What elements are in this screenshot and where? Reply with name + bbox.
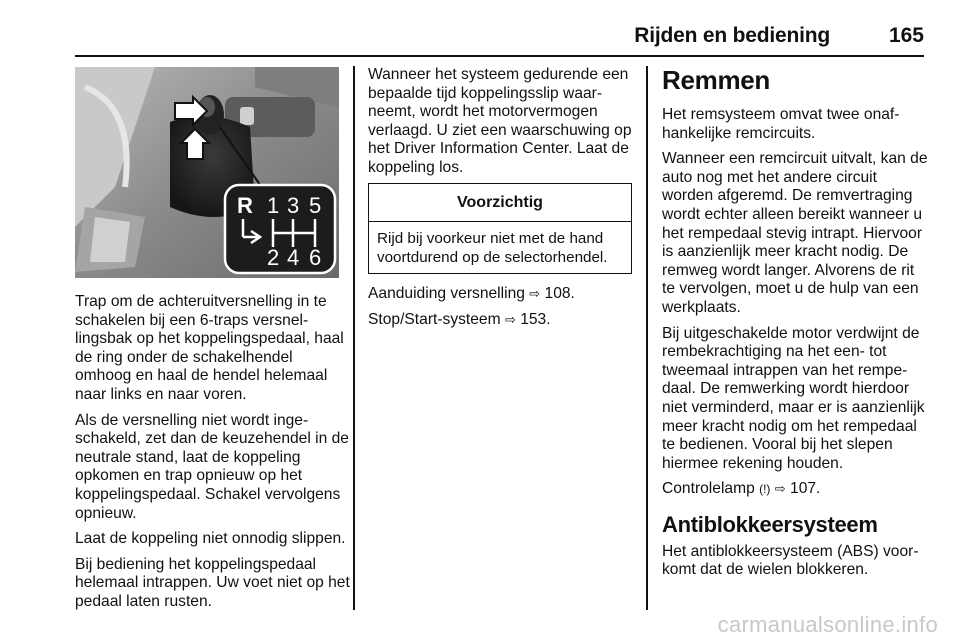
brake-circuit-failure-paragraph: Wanneer een remcircuit uitvalt, kan de auto nog met het andere circuit worden afgeremd. De remvertraging wordt echter alleen bereikt wanneer u het rempedaal stevig intrapt. Hiervoor is aanzienlijk meer kracht nodig. De remweg wordt langer. Alvorens de rit te vervolgen, moet u de hulp van een werkplaats. [662,150,928,316]
column-2 [368,66,638,185]
caution-body: Rijd bij voorkeur niet met de hand voortdurend op de selectorhendel. [377,230,608,266]
gear-indication-reference [368,285,638,304]
header-rule [75,55,924,57]
column-1 [75,293,350,619]
warning-lamp-page[interactable]: 107. [790,480,821,498]
engine-off-braking-paragraph: Bij uitgeschakelde motor verdwijnt de rembekrachtiging na het een- tot tweemaal intrappen van het rempedaal. De remwerking wordt hierdoor niet verminderd, maar er is aanzienlijk meer kracht nodig om het rempedaal te bedienen. Vooral bij het slepen hiermee rekening houden. [662,324,925,472]
page-ref-arrow-icon: ⇨ [529,286,541,301]
column-3 [662,66,928,587]
gear-label-3: 3 [287,193,300,218]
page-header-title: Rijden en bediening [634,24,830,47]
clutch-slip-paragraph: Laat de koppeling niet onnodig slippen. [75,530,346,548]
gear-indication-page[interactable]: 108. [544,285,575,302]
gear-label-4: 4 [287,245,300,270]
gear-shifter-illustration [75,67,339,278]
brake-warning-icon: (!) [759,482,771,497]
section-heading-abs: Antiblokkeersysteem [662,511,878,537]
gear-label-6: 6 [309,245,322,270]
stop-start-label: Stop/Start-systeem [368,310,501,328]
page-ref-arrow-icon: ⇨ [774,481,786,497]
column-divider-right [646,66,648,610]
page-ref-arrow-icon: ⇨ [504,311,516,327]
caution-title: Voorzichtig [369,184,631,222]
gear-label-1: 1 [267,193,280,218]
section-heading-remmen: Remmen [662,65,771,95]
brake-system-paragraph: Het remsysteem omvat twee onafhankelijke remcircuits. [662,106,900,142]
reverse-gear-paragraph: Trap om de achteruitversnelling in te schakelen bij een 6-traps versnellingsbak op het koppelingspedaal, haal de ring onder de schakelhendel omhoog en haal de hendel helemaal naar links en naar voren. [75,293,344,403]
caution-box [368,183,632,274]
clutch-slip-warning-paragraph: Wanneer het systeem gedurende een bepaalde tijd koppelingsslip waarneemt, wordt het motorvermogen verlaagd. U ziet een waarschuwing op het Driver Information Center. Laat de koppeling los. [368,66,632,176]
stop-start-reference [368,311,638,330]
column-divider-left [353,66,355,610]
warning-lamp-label: Controlelamp [662,480,755,498]
gear-label-2: 2 [267,245,280,270]
warning-lamp-reference [662,480,928,499]
clutch-pedal-paragraph: Bij bediening het koppelingspedaal helemaal intrappen. Uw voet niet op het pedaal laten rusten. [75,555,350,610]
gear-label-5: 5 [309,193,322,218]
watermark: carmanualsonline.info [717,612,938,637]
stop-start-page[interactable]: 153. [520,310,551,328]
gear-not-engaged-paragraph: Als de versnelling niet wordt ingeschakeld, zet dan de keuzehendel in de neutrale stand, laat de koppeling opkomen en trap opnieuw op het koppelingspedaal. Schakel vervolgens opnieuw. [75,411,349,522]
page-number: 165 [888,24,924,47]
column-2-references [368,285,638,336]
gear-indication-label: Aanduiding versnelling [368,285,525,302]
gear-shifter-figure [75,67,339,278]
abs-paragraph: Het antiblokkeersysteem (ABS) voorkomt dat de wielen blokkeren. [662,542,919,579]
gear-label-r: R [237,193,253,218]
